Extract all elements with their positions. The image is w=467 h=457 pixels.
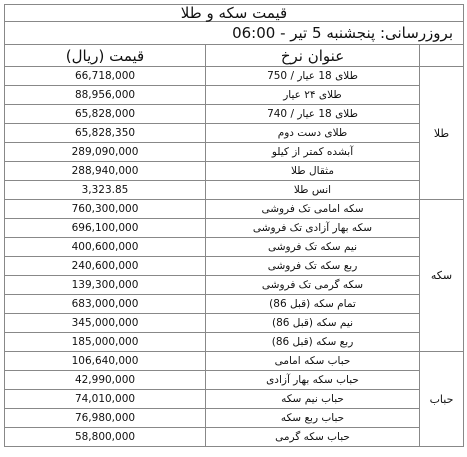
table-row [5,143,464,162]
table-row [5,200,464,219]
table-row [5,371,464,390]
table-row [5,162,464,181]
category-cell: طلا [420,67,464,200]
rate-name-cell: حباب سکه گرمی [206,428,420,447]
price-cell: 240,600,000 [5,257,206,276]
table-row [5,352,464,371]
rate-name-cell: نیم سکه (قبل 86) [206,314,420,333]
table-row [5,67,464,86]
table-row [5,219,464,238]
rate-name-cell: حباب نیم سکه [206,390,420,409]
name-header: عنوان نرخ [206,45,420,67]
price-cell: 65,828,350 [5,124,206,143]
price-cell: 66,718,000 [5,67,206,86]
price-cell: 88,956,000 [5,86,206,105]
price-cell: 696,100,000 [5,219,206,238]
price-cell: 400,600,000 [5,238,206,257]
table-row [5,409,464,428]
table-row [5,238,464,257]
updated-row [5,22,464,45]
rate-name-cell: نیم سکه تک فروشی [206,238,420,257]
price-cell: 58,800,000 [5,428,206,447]
price-cell: 185,000,000 [5,333,206,352]
rate-name-cell: سکه بهار آزادی تک فروشی [206,219,420,238]
price-cell: 74,010,000 [5,390,206,409]
price-header: قیمت (ریال) [5,45,206,67]
table-row [5,86,464,105]
table-row [5,124,464,143]
last-updated: بروزرسانی: پنجشنبه 5 تیر - 06:00 [5,22,464,45]
price-cell: 3,323.85 [5,181,206,200]
category-cell: سکه [420,200,464,352]
price-cell: 288,940,000 [5,162,206,181]
price-table [4,4,464,447]
price-cell: 683,000,000 [5,295,206,314]
table-row [5,428,464,447]
rate-name-cell: ربع سکه تک فروشی [206,257,420,276]
rate-name-cell: حباب سکه امامی [206,352,420,371]
rate-name-cell: انس طلا [206,181,420,200]
category-cell: حباب [420,352,464,447]
table-row [5,257,464,276]
rate-name-cell: حباب سکه بهار آزادی [206,371,420,390]
table-row [5,105,464,124]
table-row [5,295,464,314]
table-row [5,276,464,295]
price-cell: 760,300,000 [5,200,206,219]
header-row [5,45,464,67]
table-row [5,314,464,333]
price-cell: 42,990,000 [5,371,206,390]
table-row [5,390,464,409]
rate-name-cell: سکه امامی تک فروشی [206,200,420,219]
table-title: قیمت سکه و طلا [5,5,464,22]
rate-name-cell: آبشده کمتر از کیلو [206,143,420,162]
price-cell: 139,300,000 [5,276,206,295]
title-row [5,5,464,22]
price-cell: 289,090,000 [5,143,206,162]
price-table-container [4,4,463,447]
rate-name-cell: طلای 18 عیار / 740 [206,105,420,124]
price-cell: 65,828,000 [5,105,206,124]
table-row [5,181,464,200]
rate-name-cell: طلای دست دوم [206,124,420,143]
rate-name-cell: مثقال طلا [206,162,420,181]
table-row [5,333,464,352]
price-cell: 106,640,000 [5,352,206,371]
rate-name-cell: طلای 18 عیار / 750 [206,67,420,86]
price-cell: 345,000,000 [5,314,206,333]
rate-name-cell: طلای ۲۴ عیار [206,86,420,105]
rate-name-cell: ربع سکه (قبل 86) [206,333,420,352]
rate-name-cell: سکه گرمی تک فروشی [206,276,420,295]
rate-name-cell: حباب ربع سکه [206,409,420,428]
price-cell: 76,980,000 [5,409,206,428]
category-header [420,45,464,67]
rate-name-cell: تمام سکه (قبل 86) [206,295,420,314]
